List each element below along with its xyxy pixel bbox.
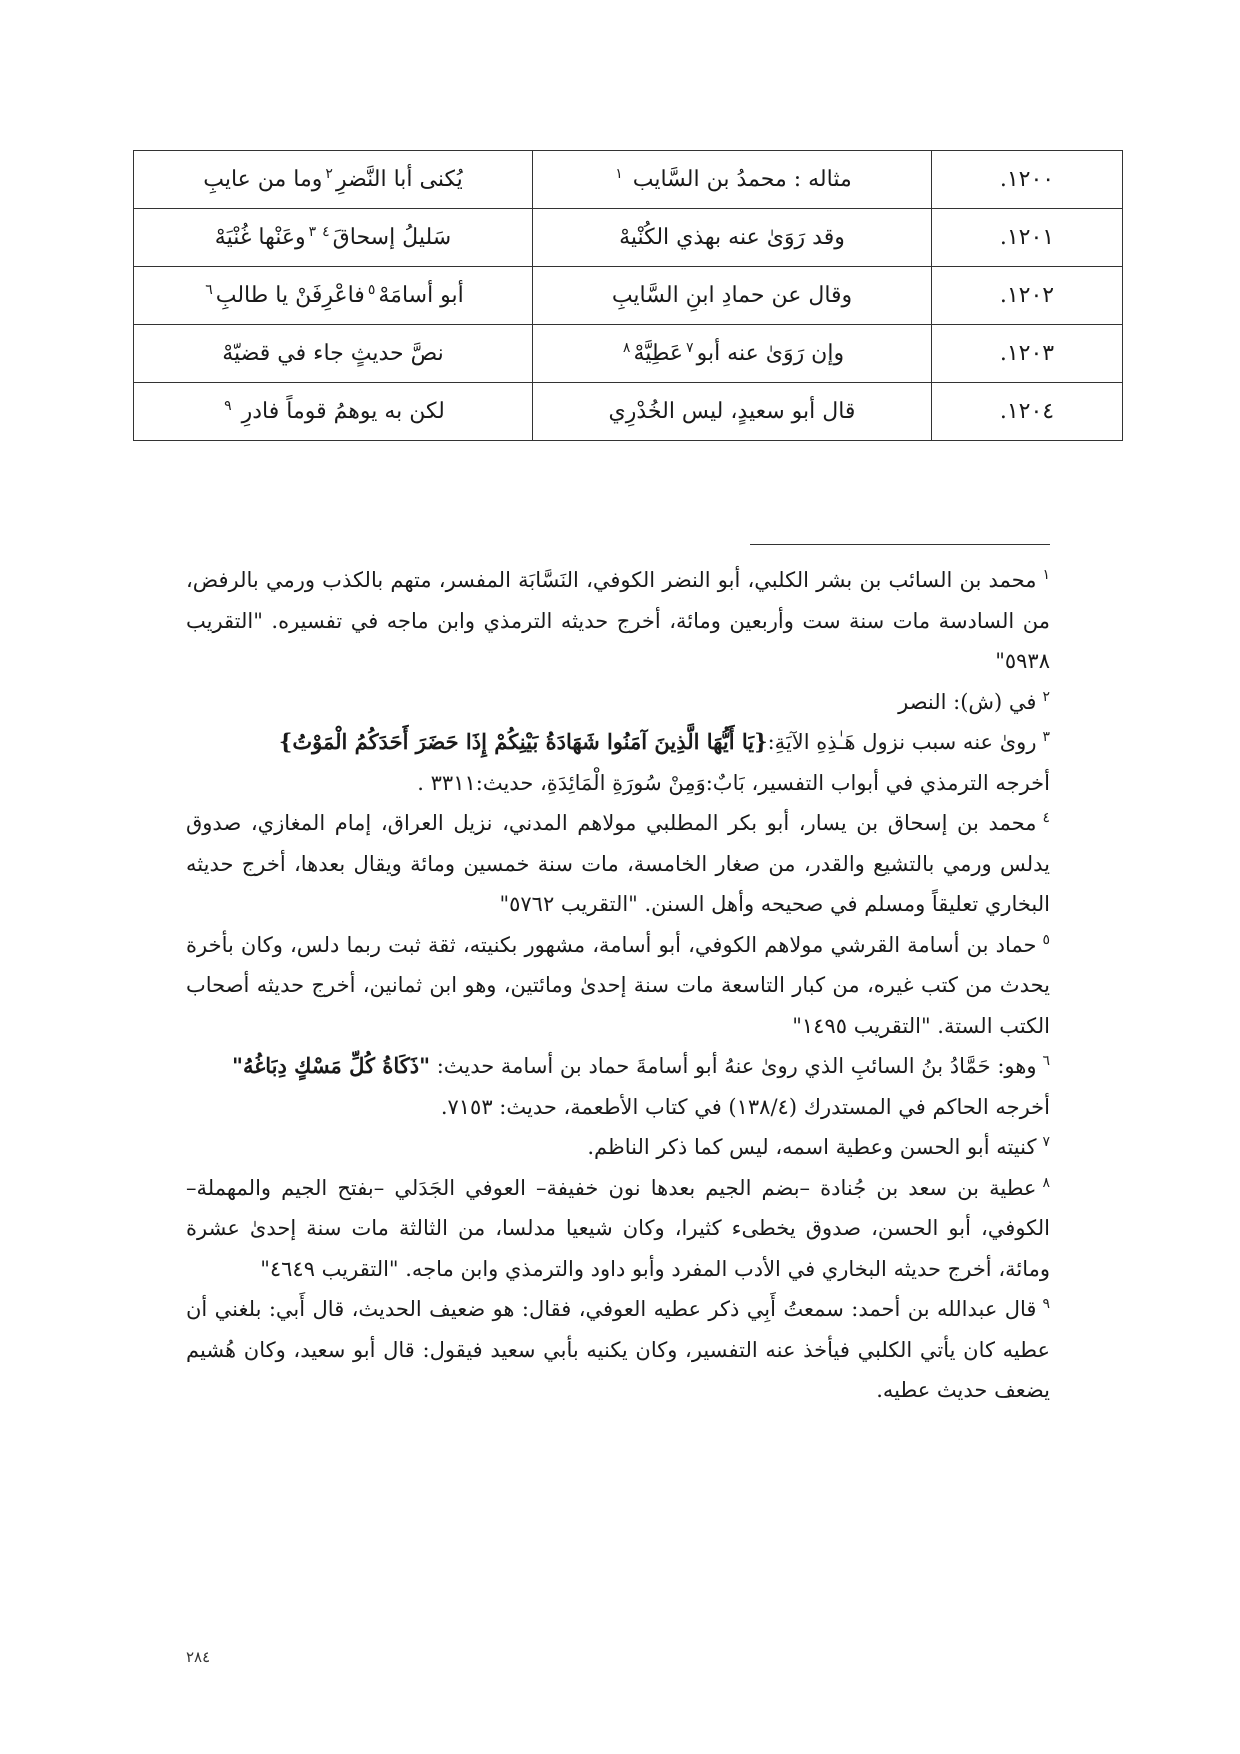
- footnote-number: ٦: [1042, 1053, 1050, 1069]
- footnote-number: ٨: [1042, 1174, 1050, 1191]
- second-hemistich: [134, 209, 533, 267]
- verse-number: ١٢٠١.: [932, 209, 1123, 267]
- first-hemistich: [533, 325, 932, 383]
- page-number: ٢٨٤: [186, 1648, 211, 1666]
- second-hemistich: [134, 267, 533, 325]
- footnote-ref[interactable]: ٤: [322, 223, 330, 240]
- footnote-number: ١: [1042, 567, 1050, 583]
- footnote-text: قال عبدالله بن أحمد: سمعتُ أَبِي ذكر عطيه العوفي، فقال: هو ضعيف الحديث، قال أَبي: بلغني أن عطيه كان يأتي الكلبي فيأخذ عنه التفسير، وكان يكنيه بأبي سعيد فيقول: قال أبو سعيد، وكان هُشيم يضعف حديث عطيه.: [186, 1297, 1050, 1402]
- table-row: [134, 383, 1123, 441]
- verse-number: ١٢٠٣.: [932, 325, 1123, 383]
- hemistich-text: فاعْرِفَنْ يا طالبِ: [215, 283, 365, 308]
- footnote-number: ٢: [1042, 688, 1050, 705]
- footnote-text: عطية بن سعد بن جُنادة –بضم الجيم بعدها نون خفيفة– العوفي الجَدَلي –بفتح الجيم والمهملة– الكوفي، أبو الحسن، صدوق يخطىء كثيرا، وكان شيعيا مدلسا، من الثالثة مات سنة إحدىٰ عشرة ومائة، أخرج حديثه البخاري في الأدب المفرد وأبو داود والترمذي وابن ماجه. "التقريب ٤٦٤٩": [186, 1175, 1051, 1281]
- footnote-number: ٧: [1042, 1134, 1050, 1150]
- footnote-text: كنيته أبو الحسن وعطية اسمه، ليس كما ذكر الناظم.: [587, 1135, 1037, 1159]
- hemistich-text: وعَنْها غُنْيَهْ: [214, 225, 306, 250]
- footnote-7: [186, 1127, 1050, 1168]
- footnote-number: ٩: [1042, 1296, 1050, 1312]
- footnote-text: أخرجه الحاكم في المستدرك (١٣٨/٤) في كتاب الأطعمة، حديث: ٧١٥٣.: [440, 1094, 1050, 1119]
- footnote-ref[interactable]: ١: [615, 165, 623, 182]
- table-row: [134, 325, 1123, 383]
- first-hemistich: [533, 209, 932, 267]
- hadith-text: "ذَكَاةُ كُلِّ مَسْكٍ دِبَاغُهُ": [232, 1053, 431, 1078]
- hemistich-text: عَطِيَّهْ: [633, 341, 684, 366]
- hemistich-text: يُكنى أبا النَّضرِ: [335, 167, 463, 192]
- footnote-number: ٥: [1042, 931, 1050, 948]
- footnote-ref[interactable]: ٨: [622, 339, 631, 356]
- second-hemistich: [134, 325, 533, 383]
- footnote-number: ٣: [1042, 729, 1050, 745]
- footnote-ref[interactable]: ٣: [308, 223, 317, 240]
- footnote-separator: [750, 544, 1050, 545]
- first-hemistich: [533, 267, 932, 325]
- hemistich-text: وإن رَوَىٰ عنه أبو: [696, 341, 845, 366]
- footnote-6: [186, 1046, 1050, 1127]
- verse-table: [133, 150, 1123, 441]
- footnote-text: وهو: حَمَّادُ بنُ السائبِ الذي روىٰ عنهُ أبو أسامةَ حماد بن أسامة حديث:: [436, 1054, 1037, 1078]
- hemistich-text: لكن به يوهمُ قوماً فادرِ: [241, 399, 445, 424]
- hemistich-text: نصَّ حديثٍ جاء في قضيّهْ: [222, 341, 444, 366]
- hemistich-text: أبو أسامَهْ: [378, 283, 464, 308]
- quran-verse: {يَا أَيُّهَا الَّذِينَ آمَنُوا شَهَادَةُ بَيْنِكُمْ إِذَا حَضَرَ أَحَدَكُمُ الْمَوْتُ}: [278, 729, 768, 754]
- footnotes: [186, 560, 1050, 1411]
- verse-number: ١٢٠٠.: [932, 151, 1123, 209]
- hemistich-text: وقد رَوَىٰ عنه بهذي الكُنْيهْ: [619, 225, 845, 250]
- footnote-ref[interactable]: ٢: [325, 165, 333, 182]
- second-hemistich: [134, 383, 533, 441]
- hemistich-text: قال أبو سعيدٍ، ليس الخُدْرِي: [608, 399, 856, 424]
- footnote-2: [186, 682, 1050, 723]
- table-row: [134, 151, 1123, 209]
- table-row: [134, 267, 1123, 325]
- footnote-text: حماد بن أسامة القرشي مولاهم الكوفي، أبو أسامة، مشهور بكنيته، ثقة ثبت ربما دلس، وكان بأخرة يحدث من كتب غيره، من كبار التاسعة مات سنة إحدىٰ ومائتين، وهو ابن ثمانين، أخرج حديثه أصحاب الكتب الستة. "التقريب ١٤٩٥": [186, 932, 1050, 1038]
- footnote-text: محمد بن إسحاق بن يسار، أبو بكر المطلبي مولاهم المدني، نزيل العراق، إمام المغازي، صدوق يدلس ورمي بالتشيع والقدر، من صغار الخامسة، مات سنة خمسين ومائة ويقال بعدها، أخرج حديثه البخاري تعليقاً ومسلم في صحيحه وأهل السنن. "التقريب ٥٧٦٢": [186, 811, 1050, 916]
- footnote-ref[interactable]: ٦: [205, 281, 213, 298]
- footnote-number: ٤: [1042, 810, 1050, 826]
- hemistich-text: وما من عايبِ: [203, 167, 323, 192]
- footnote-ref[interactable]: ٧: [686, 339, 694, 356]
- footnote-text: في (ش): النصر: [898, 689, 1037, 714]
- hemistich-text: وقال عن حمادِ ابنِ السَّايبِ: [611, 283, 853, 308]
- footnote-ref[interactable]: ٩: [224, 397, 232, 414]
- footnote-text: محمد بن السائب بن بشر الكلبي، أبو النضر الكوفي، النَسَّابَة المفسر، متهم بالكذب ورمي بالرفض، من السادسة مات سنة ست وأربعين ومائة، أخرج حديثه الترمذي وابن ماجه في تفسيره. "التقريب ٥٩٣٨": [186, 568, 1050, 673]
- footnote-3: [186, 722, 1050, 803]
- footnote-text: أخرجه الترمذي في أبواب التفسير، بَابٌ:وَمِنْ سُورَةِ الْمَائِدَةِ، حديث:٣٣١١ .: [417, 770, 1050, 795]
- verse-number: ١٢٠٤.: [932, 383, 1123, 441]
- footnote-ref[interactable]: ٥: [367, 281, 376, 298]
- first-hemistich: [533, 383, 932, 441]
- footnote-text: روىٰ عنه سبب نزول هَـٰذِهِ الآيَةِ:: [767, 730, 1037, 754]
- hemistich-text: سَليلُ إسحاقَ: [332, 225, 452, 250]
- second-hemistich: [134, 151, 533, 209]
- verse-number: ١٢٠٢.: [932, 267, 1123, 325]
- footnote-5: [186, 925, 1050, 1047]
- hemistich-text: مثاله : محمدُ بن السَّايب: [632, 167, 852, 192]
- footnote-8: [186, 1168, 1050, 1290]
- footnote-1: [186, 560, 1050, 682]
- footnote-4: [186, 803, 1050, 925]
- footnote-9: [186, 1289, 1050, 1411]
- table-row: [134, 209, 1123, 267]
- first-hemistich: [533, 151, 932, 209]
